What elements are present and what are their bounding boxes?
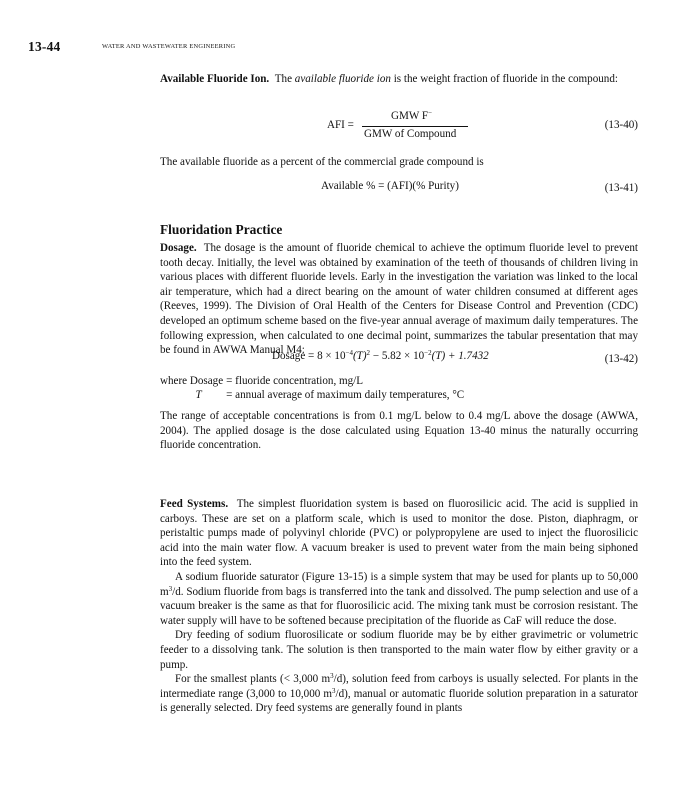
running-title: WATER AND WASTEWATER ENGINEERING — [102, 43, 236, 50]
eq-13-41-number: (13-41) — [604, 182, 638, 194]
section-title: Fluoridation Practice — [160, 222, 283, 237]
eq-13-42: Dosage = $8 \times 10^{-4}(T)^2 - 5.82 \times 10^{-2}(T) + 1.7432$ — [272, 349, 489, 362]
afi-heading: Available Fluoride Ion. — [160, 73, 270, 85]
feed-para-3: Dry feeding of sodium fluorosilicate or sodium fluoride may be by either gravimetric or volumetric feeder to a dissolving tank. The solution is then transported to the main water flow by either gravity or a pump. — [160, 629, 638, 671]
page-number: 13-44 — [28, 39, 61, 54]
feed-para-4: For the smallest plants (< 3,000 $m^3/d$), solution feed from carboys is usually selected. For plants in the intermediate range (3,000 to 10,000 $m^3/d$), manual or automatic fluoride solution preparation in a saturator is generally selected. Dry feed systems are generally found in plants — [160, 672, 639, 715]
afi-paragraph: Available Fluoride Ion. The available fluoride ion is the weight fraction of fluoride in the compound: — [160, 73, 618, 85]
feed-para-2: A sodium fluoride saturator (Figure 13-15) is a simple system that may be used for plants up to 50,000 $m^3/d$. Sodium fluoride from bags is transferred into the tank and dissolved. The pump selection and use of a vacuum breaker is the same as that for fluorosilicic acid. The mixing tank must be corrosion resistant. The water supply will have to be softened because precipitation of the fluoride as CaF will reduce the dose. — [160, 570, 638, 627]
where-dosage-def: = fluoride concentration, mg/L — [226, 375, 364, 387]
eq-13-40-denominator: GMW of Compound — [364, 128, 457, 140]
feed-heading: Feed Systems. — [160, 498, 229, 510]
where-dosage-label: where Dosage — [160, 375, 224, 387]
afi-term: available fluoride ion — [294, 73, 391, 85]
page-header — [28, 38, 236, 56]
where-t-def: = annual average of maximum daily temperatures, °C — [226, 388, 465, 401]
percent-paragraph: The available fluoride as a percent of the commercial grade compound is — [160, 156, 484, 168]
fraction-bar — [362, 126, 468, 127]
eq-13-41: Available % = (AFI)(% Purity) — [321, 180, 459, 192]
where-block — [160, 375, 464, 402]
feed-systems-section: Feed Systems. The simplest fluoridation system is based on fluorosilicic acid. The acid is supplied in carboys. These are set on a platform scale, which is used to monitor the dose. Piston, diaphragm, or peristaltic pumps made of polyvinyl chloride (PVC) or polypropylene are used to inject the fluorosilicic acid into the main water flow. A vacuum breaker is used to prevent water from the main being siphoned into the feed system. A sodium fluoride saturator (Figure 13-15) is a simple system that may be used for plants up to 50,000 $m^3/d$. Sodium fluoride from bags is transferred into the tank and dissolved. The pump selection and use of a vacuum breaker is the same as that for fluorosilicic acid. The mixing tank must be corrosion resistant. The water supply will have to be softened because precipitation of the fluoride as CaF will reduce the dose. Dry feeding of sodium fluorosilicate or sodium fluoride may be by either gravimetric or volumetric feeder to a dissolving tank. The solution is then transported to the main water flow by either gravity or a pump. For the smallest plants (< 3,000 $m^3/d$), solution feed from carboys is usually selected. For plants in the intermediate range (3,000 to 10,000 $m^3/d$), manual or automatic fluoride solution preparation in a saturator is generally selected. Dry feed systems are generally found in plants — [160, 498, 639, 715]
eq-13-42-number: (13-42) — [604, 353, 638, 365]
eq-13-40-number: (13-40) — [604, 119, 638, 131]
range-paragraph: The range of acceptable concentrations is from 0.1 mg/L below to 0.4 mg/L above the dosage (AWWA, 2004). The applied dosage is the dose calculated using Equation 13-40 minus the naturally occurring fluoride concentration. — [160, 410, 638, 452]
dosage-paragraph: Dosage. The dosage is the amount of fluoride chemical to achieve the optimum fluoride level to prevent tooth decay. Initially, the level was obtained by examination of the teeth of thousands of children living in various places with different fluoride levels. Early in the investigation the variation was linked to the local air temperature, which had a direct bearing on the amount of water children consumed at different ages (Reeves, 1999). The Division of Oral Health of the Centers for Disease Control and Prevention (CDC) developed an optimum scheme based on the five-year annual average of maximum daily temperatures. The following expression, when calculated to one decimal point, summarizes the tabular presentation that may be found in AWWA Manual M4: — [160, 242, 639, 357]
where-t-symbol: T — [195, 388, 202, 401]
dosage-heading: Dosage. — [160, 242, 197, 254]
eq-13-40-numerator: GMW F− — [391, 109, 433, 122]
eq-13-40-lhs: AFI = — [327, 119, 354, 131]
